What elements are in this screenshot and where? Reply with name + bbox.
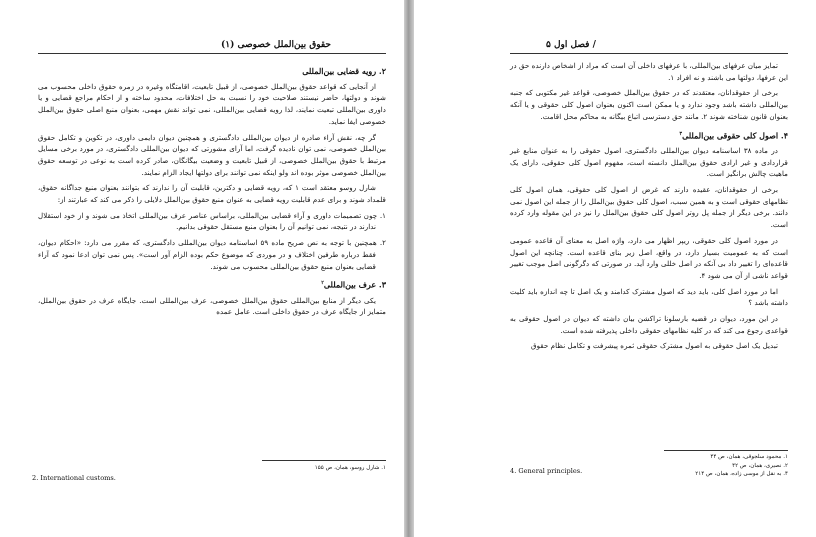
paragraph: گر چه، نقش آراء صادره از دیوان بین‌المللی دادگستری و همچنین دیوان دایمی داوری، در تکوین و تکامل حقوق بین‌الملل خصوصی، نمی توان نادیده گرفت، اما آرای مشورتی که دیوان بین‌المللی دادگستری، در مورد برخی مسایل مرتبط با حقوق بین‌الملل خصوصی، از قبیل تابعیت و وضعیت بیگانگان، صادر کرده است به نوعی در توسعه حقوق بین‌الملل خصوصی موثر بوده اند ولو اینکه نمی توانند برای دولتها ایجاد الزام نمایند.: [38, 132, 386, 177]
footnote-rule: [664, 450, 788, 451]
right-footnotes: [614, 453, 788, 479]
paragraph: تمایز میان عرفهای بین‌المللی، با عرفهای داخلی آن است که مراد از اشخاص دارنده حق در این عرفها، دولتها می باشند و نه افراد ۱.: [510, 61, 788, 82]
right-page-body: [510, 60, 788, 356]
section-heading-international-custom: ۳. عرف بین‌المللی$^۲$: [321, 279, 386, 290]
footnote: ۲. نصیری، همان، ص ۴۲: [732, 462, 788, 469]
left-header-rule: [38, 53, 386, 54]
numbered-item: ۲. همچنین با توجه به نص صریح ماده ۵۹ اساسنامه دیوان بین‌المللی دادگستری، که مقرر می دارد: «احکام دیوان، فقط درباره طرفین اختلاف و در موردی که موضوع حکم بوده الزام آور است». پس نمی توان ادعا نمود که آراء قضایی بعنوان منبع حقوق بین‌المللی محسوب می شوند.: [38, 238, 386, 271]
footnote: ۱. محمود سلجوقی، همان، ص ۴۴: [710, 454, 788, 460]
footnote: ۱. شارل روسو، همان، ص ۱۵۵: [314, 465, 386, 471]
left-page-body: [38, 60, 386, 322]
footnote-rule: [262, 460, 386, 461]
left-page-header: حقوق بین‌الملل خصوصی (۱): [221, 40, 331, 50]
right-page: [414, 0, 816, 537]
paragraph: برخی از حقوقدانان، عقیده دارند که غرض از اصول کلی حقوقی، همان اصول کلی نظامهای حقوقی است و به همین سبب، اصول کلی حقوق بین‌الملل را از جمله این اصول نمی دانند. برخی دیگر از جمله پل روتر اصول کلی حقوق بین‌الملل را نیز در این مقوله وارد کرده است.: [510, 184, 788, 230]
paragraph: یکی دیگر از منابع بین‌المللی حقوق بین‌الملل خصوصی، عرف بین‌المللی است. جایگاه عرف در حقوق بین‌الملل، متمایز از جایگاه عرف در حقوق داخلی است. عامل عمده: [38, 295, 386, 317]
right-page-header: [546, 40, 596, 50]
right-header-rule: [510, 53, 788, 54]
paragraph: در مورد اصول کلی حقوقی، ریپر اظهار می دارد، واژه اصل به معنای آن قاعده عمومی است که به عمومیت بسیار دارد، در واقع، اصل زیر بنای قاعده است. چنانچه این اصول قاعده‌ای را تغییر داد بی آنکه در اصل خللی وارد آید. در صورتی که دگرگونی اصل موجب تغییر قواعد ناشی از آن می شود ۴.: [510, 235, 788, 280]
book-gutter: [404, 0, 414, 537]
left-footnotes: [200, 464, 386, 473]
paragraph: در این مورد، دیوان در قضیه بارسلونا تراکشن بیان داشته که دیوان در اصول حقوقی به قواعدی رجوع می کند که در کلیه نظامهای حقوقی داخلی پذیرفته شده است.: [510, 314, 788, 335]
english-footnote: 2. International customs.: [32, 474, 116, 482]
page-number: ۵: [546, 40, 551, 50]
section-heading-judicial-precedent: ۲. رویه قضایی بین‌المللی: [302, 66, 386, 76]
chapter-title: فصل اول /: [553, 40, 596, 50]
paragraph: در ماده ۳۸ اساسنامه دیوان بین‌المللی دادگستری، اصول حقوقی را به عنوان منابع غیر قراردادی و غیر ارادی حقوق بین‌الملل دانسته است، مفهوم اصول کلی حقوقی، دارای یک ماهیت چالش برانگیز است.: [510, 145, 788, 179]
left-page: [0, 0, 404, 537]
paragraph: اما در مورد اصل کلی، باید دید که اصول مشترک کدامند و یک اصل تا چه اندازه باید کلیت داشته باشد ؟: [510, 286, 788, 308]
english-footnote: 4. General principles.: [510, 467, 583, 475]
paragraph: تبدیل یک اصل حقوقی به اصول مشترک حقوقی ثمره پیشرفت و تکامل نظام حقوق: [531, 341, 778, 351]
paragraph: برخی از حقوقدانان، معتقدند که در حقوق بین‌الملل خصوصی، قواعد غیر مکتوبی که جنبه بین‌المللی داشته باشد وجود ندارد و یا ممکن است اکنون بعنوان اصول کلی حقوقی و یا آنکه بعنوان قانون شناخته شوند ۲. مانند حق دسترسی اتباع بیگانه به محاکم محل اقامت.: [510, 88, 788, 121]
paragraph: از آنجایی که قواعد حقوق بین‌الملل خصوصی، از قبیل تابعیت، اقامتگاه وغیره در زمره حقوق داخلی محسوب می شوند و دولتها، حاضر نیستند صلاحیت خود را نسبت به حل اختلافات، محدود ساخته و از احکام مراجع قضایی و یا داوری بین‌المللی تبعیت نمایند، لذا رویه قضایی بین‌المللی، نمی تواند نقش مهمی، بعنوان منبع اصلی حقوق بین‌الملل خصوصی ایفا نماید.: [38, 81, 386, 126]
numbered-item: ۱. چون تصمیمات داوری و آراء قضایی بین‌المللی، براساس عناصر عرف بین‌المللی اتخاذ می شوند و از خود استقلال ندارند در نتیجه، نمی توانیم آن را بعنوان منبع مستقل حقوقی بدانیم.: [38, 210, 386, 232]
section-heading-general-principles: ۴. اصول کلی حقوقی بین‌المللی$^۳$: [679, 130, 788, 141]
footnote: ۴. به نقل از موسی زاده، همان، ص ۲۱۴: [695, 471, 788, 477]
paragraph: شارل روسو معتقد است ۱ که، رویه قضایی و دکترین، قابلیت آن را ندارند که بتوانند بعنوان منبع جداگانه حقوق، قلمداد شوند و برای عدم قابلیت رویه قضایی به عنوان منبع حقوق بین‌الملل دلایلی را ذکر می کند که عبارتند از:: [38, 183, 386, 205]
